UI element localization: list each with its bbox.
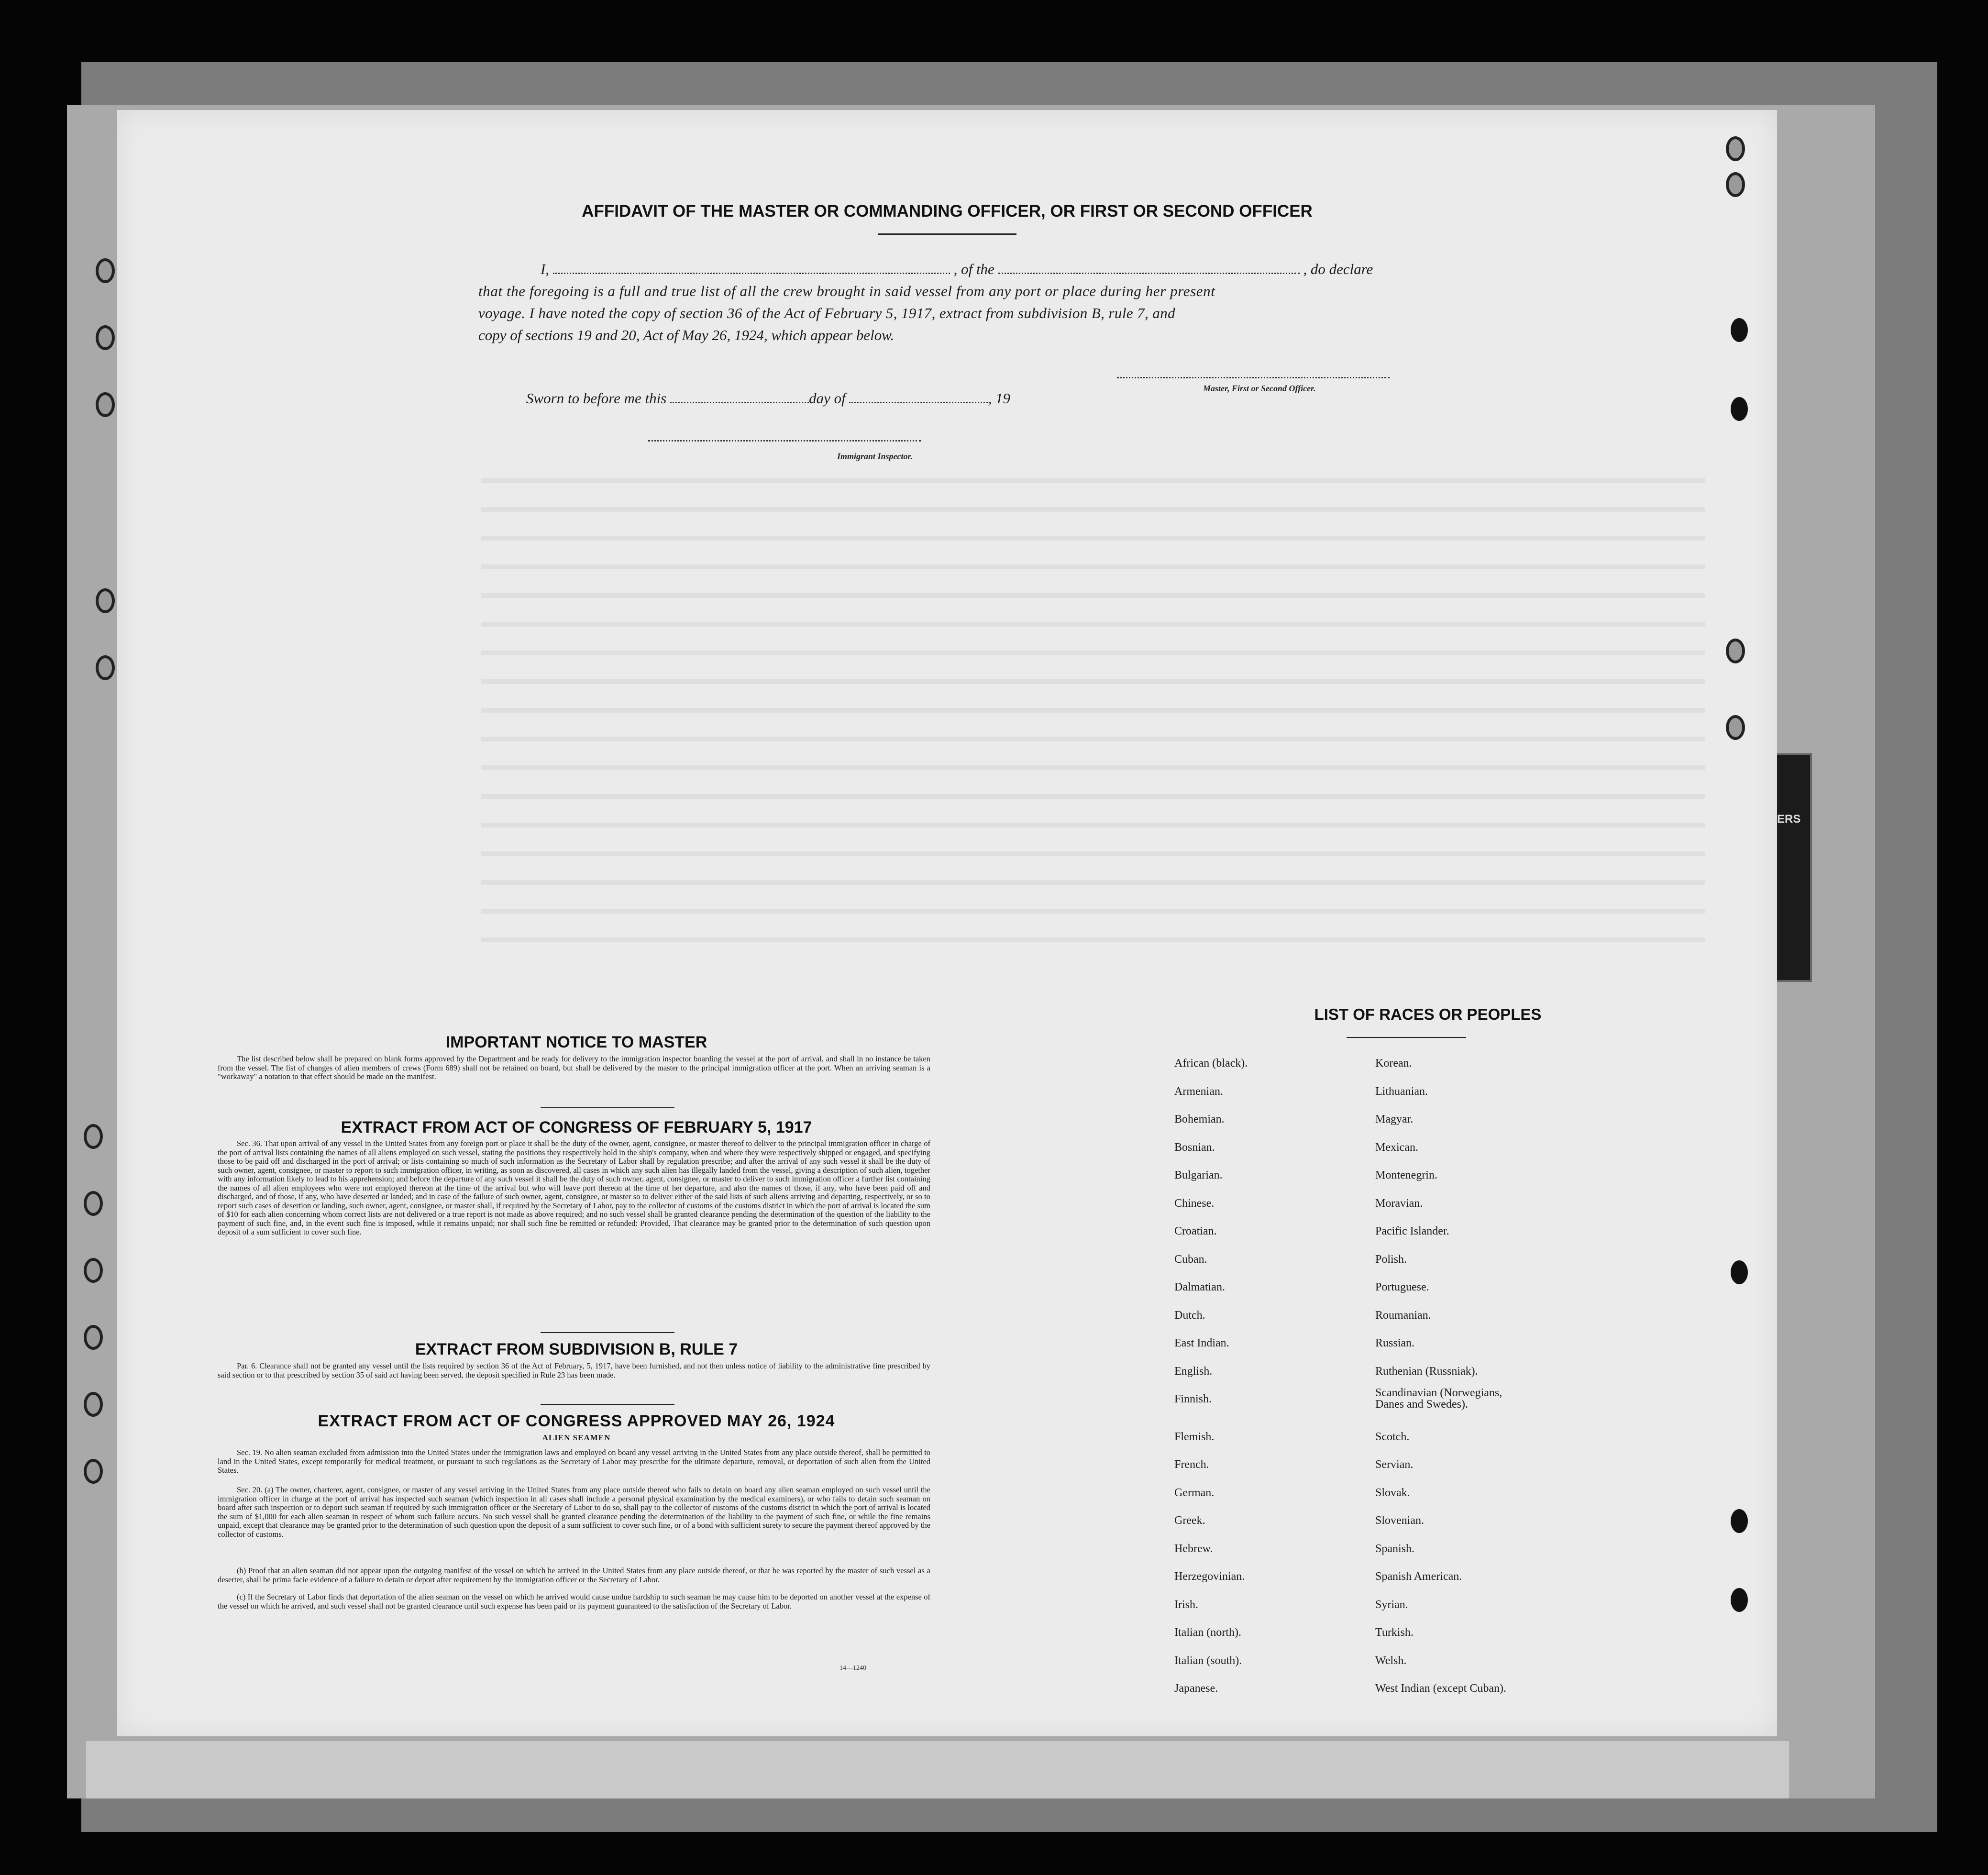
race-item: Italian (south). bbox=[1174, 1654, 1242, 1667]
affidavit-title: AFFIDAVIT OF THE MASTER OR COMMANDING OFFICER, OR FIRST OR SECOND OFFICER bbox=[582, 202, 1313, 221]
show-through-row bbox=[481, 507, 1705, 512]
race-item: Moravian. bbox=[1375, 1197, 1423, 1210]
race-item: Russian. bbox=[1375, 1337, 1415, 1349]
binder-hole bbox=[84, 1325, 103, 1350]
binder-hole bbox=[84, 1124, 103, 1149]
show-through-row bbox=[481, 909, 1705, 914]
show-through-row bbox=[481, 765, 1705, 770]
binder-hole bbox=[84, 1258, 103, 1283]
form-number: 14—1240 bbox=[839, 1665, 866, 1672]
race-item: Pacific Islander. bbox=[1375, 1225, 1449, 1237]
rule7-title: EXTRACT FROM SUBDIVISION B, RULE 7 bbox=[415, 1340, 738, 1358]
race-item: Bosnian. bbox=[1174, 1141, 1215, 1154]
race-item: French. bbox=[1174, 1458, 1209, 1471]
notice-text: The list described below shall be prepared on blank forms approved by the Department and be ready for delivery to the immigration inspector boarding the vessel at the port of arrival, and shall in no instance be taken from the vessel. The list of changes of alien members of crews (Form 689) shall not be retained on board, but shall be delivered by the master to the principal immigration officer at the port. When an arriving seaman is a "workaway" a notation to that effect should be made on the manifest. bbox=[218, 1054, 930, 1081]
show-through-row bbox=[481, 938, 1705, 942]
extract-1917-title: EXTRACT FROM ACT OF CONGRESS OF FEBRUARY 5, 1917 bbox=[341, 1118, 812, 1136]
binder-hole bbox=[84, 1459, 103, 1484]
show-through-row bbox=[481, 823, 1705, 827]
race-item: English. bbox=[1174, 1365, 1213, 1378]
title-rule bbox=[878, 233, 1016, 235]
race-item: Bohemian. bbox=[1174, 1113, 1225, 1125]
race-item: Turkish. bbox=[1375, 1626, 1414, 1639]
show-through-row bbox=[481, 708, 1705, 713]
race-item: Lithuanian. bbox=[1375, 1085, 1428, 1098]
binder-hole bbox=[96, 655, 115, 680]
binder-hole bbox=[1726, 136, 1745, 161]
declaration-body-3: copy of sections 19 and 20, Act of May 26, 1924, which appear below. bbox=[478, 327, 895, 343]
binder-hole bbox=[1731, 1260, 1748, 1284]
inspector-signature-line[interactable] bbox=[648, 440, 921, 441]
show-through-row bbox=[481, 478, 1705, 483]
binder-hole bbox=[96, 392, 115, 417]
show-through-row bbox=[481, 679, 1705, 684]
underlying-sheet-edge bbox=[86, 1741, 1789, 1798]
extract-1917-rule bbox=[541, 1332, 674, 1333]
binder-hole bbox=[84, 1392, 103, 1417]
master-name-field[interactable] bbox=[553, 273, 950, 274]
race-item: Montenegrin. bbox=[1375, 1169, 1437, 1181]
race-item: Japanese. bbox=[1174, 1682, 1218, 1695]
race-item: Cuban. bbox=[1174, 1253, 1207, 1266]
of-the-label: , of the bbox=[953, 261, 994, 277]
race-item: Scotch. bbox=[1375, 1430, 1410, 1443]
race-item: Scandinavian (Norwegians, Danes and Swedes). bbox=[1375, 1387, 1502, 1411]
race-item: Italian (north). bbox=[1174, 1626, 1241, 1639]
show-through-row bbox=[481, 651, 1705, 655]
declare-label: , do declare bbox=[1303, 261, 1373, 277]
binder-hole bbox=[1731, 397, 1748, 421]
sworn-month-field[interactable] bbox=[849, 402, 988, 403]
notice-title: IMPORTANT NOTICE TO MASTER bbox=[445, 1033, 707, 1051]
race-item: Roumanian. bbox=[1375, 1309, 1431, 1322]
binder-hole bbox=[96, 325, 115, 350]
declaration-line bbox=[541, 258, 1526, 280]
race-item: Magyar. bbox=[1375, 1113, 1414, 1125]
section-20c-text: (c) If the Secretary of Labor finds that deportation of the alien seaman on the vessel on which he arrived would cause undue hardship to such seaman he may cause him to be deported on another vessel at the expense of the vessel on which he arrived, and such vessel shall not be granted clearance until such expense has been paid or its payment guaranteed to the satisfaction of the Secretary of Labor. bbox=[218, 1592, 930, 1610]
race-item: Syrian. bbox=[1375, 1598, 1408, 1611]
race-item: Mexican. bbox=[1375, 1141, 1418, 1154]
show-through-row bbox=[481, 851, 1705, 856]
race-item: East Indian. bbox=[1174, 1337, 1229, 1349]
sworn-day-field[interactable] bbox=[670, 402, 809, 403]
binder-hole bbox=[1731, 318, 1748, 342]
race-item: African (black). bbox=[1174, 1057, 1248, 1070]
race-item: West Indian (except Cuban). bbox=[1375, 1682, 1506, 1695]
race-item: Greek. bbox=[1174, 1514, 1205, 1527]
binder-hole bbox=[96, 588, 115, 613]
race-item: Ruthenian (Russniak). bbox=[1375, 1365, 1478, 1378]
binder-hole bbox=[1726, 172, 1745, 197]
binder-hole bbox=[1726, 715, 1745, 740]
declaration-body-1: that the foregoing is a full and true list of all the crew brought in said vessel from any port or place during her present bbox=[478, 283, 1215, 299]
race-item: Slovak. bbox=[1375, 1486, 1410, 1499]
show-through-row bbox=[481, 737, 1705, 741]
race-item: Chinese. bbox=[1174, 1197, 1215, 1210]
race-item: Hebrew. bbox=[1174, 1542, 1213, 1555]
inspector-label: Immigrant Inspector. bbox=[837, 452, 913, 461]
rule7-rule bbox=[541, 1404, 674, 1405]
race-item: Herzegovinian. bbox=[1174, 1570, 1245, 1583]
master-signature-label: Master, First or Second Officer. bbox=[1203, 384, 1316, 393]
sworn-year-label: , 19 bbox=[988, 390, 1010, 407]
race-item: Armenian. bbox=[1174, 1085, 1223, 1098]
sworn-day-label: day of bbox=[809, 390, 846, 407]
race-item: Irish. bbox=[1174, 1598, 1198, 1611]
tab-label: ERS bbox=[1777, 813, 1801, 826]
show-through-row bbox=[481, 794, 1705, 799]
form-page bbox=[117, 110, 1777, 1736]
race-item: Bulgarian. bbox=[1174, 1169, 1223, 1181]
binder-hole bbox=[1731, 1509, 1748, 1533]
show-through-row bbox=[481, 536, 1705, 540]
race-item: Dutch. bbox=[1174, 1309, 1205, 1322]
race-item: Portuguese. bbox=[1375, 1281, 1429, 1293]
section-20b-text: (b) Proof that an alien seaman did not appear upon the outgoing manifest of the vessel on which he arrived in the United States from any place outside thereof, or that he was reported by the master of such vessel as a deserter, shall be prima facie evidence of a failure to detain or deport after requirement by the immigration officer or the Secretary of Labor. bbox=[218, 1566, 930, 1584]
master-signature-line[interactable] bbox=[1117, 377, 1390, 378]
sworn-line bbox=[526, 387, 1010, 409]
races-title: LIST OF RACES OR PEOPLES bbox=[1314, 1005, 1542, 1023]
show-through-row bbox=[481, 564, 1705, 569]
race-item: Croatian. bbox=[1174, 1225, 1217, 1237]
show-through-row bbox=[481, 880, 1705, 885]
races-rule bbox=[1347, 1037, 1466, 1038]
race-item: Polish. bbox=[1375, 1253, 1407, 1266]
rule7-text: Par. 6. Clearance shall not be granted any vessel until the lists required by section 36 of the Act of February, 5, 1917, have been furnished, and not then unless notice of liability to the administrative fine prescribed by said section or to that prescribed by section 35 of said act having been served, the deposit specified in Rule 23 has been made. bbox=[218, 1361, 930, 1379]
page-edge-tab bbox=[1772, 753, 1812, 982]
binder-hole bbox=[1731, 1588, 1748, 1612]
race-item: Slovenian. bbox=[1375, 1514, 1424, 1527]
race-item: Spanish American. bbox=[1375, 1570, 1462, 1583]
extract-1924-subtitle: ALIEN SEAMEN bbox=[542, 1433, 611, 1442]
race-item: Spanish. bbox=[1375, 1542, 1415, 1555]
section-19-text: Sec. 19. No alien seaman excluded from admission into the United States under the immigration laws and employed on board any vessel arriving in the United States from any place outside thereof, shall be permitted to land in the United States, except temporarily for medical treatment, or pursuant to such regulations as the Secretary of Labor may prescribe for the ultimate departure, removal, or deportation of such alien from the United States. bbox=[218, 1448, 930, 1475]
binder-hole bbox=[84, 1191, 103, 1216]
show-through-row bbox=[481, 593, 1705, 598]
vessel-name-field[interactable] bbox=[998, 273, 1300, 274]
binder-hole bbox=[1726, 639, 1745, 663]
race-item: Welsh. bbox=[1375, 1654, 1407, 1667]
show-through-row bbox=[481, 622, 1705, 627]
section-20a-text: Sec. 20. (a) The owner, charterer, agent, consignee, or master of any vessel arriving in the United States from any place outside thereof who fails to detain on board any alien seaman employed on such vessel until the immigration officer in charge at the port of arrival has inspected such seaman (which inspection in all cases shall include a personal physical examination by the medical examiners), or who fails to detain such seaman on board after such inspection or to deport such seaman if required by such immigration officer or the Secretary of Labor to do so, shall pay to the collector of customs of the customs district in which the port of arrival is located the sum of $1,000 for each alien seaman in respect of whom such failure occurs. No such vessel shall be granted clearance pending the determination of the liability to the payment of such fine, or while the fine remains unpaid, except that clearance may be granted prior to the determination of such question upon the deposit of a sum sufficient to cover such fine, or of a bond with sufficient surety to secure the payment thereof approved by the collector of customs. bbox=[218, 1485, 930, 1539]
race-item: German. bbox=[1174, 1486, 1215, 1499]
race-item: Servian. bbox=[1375, 1458, 1414, 1471]
race-item: Flemish. bbox=[1174, 1430, 1215, 1443]
sworn-label: Sworn to before me this bbox=[526, 390, 667, 407]
race-item: Korean. bbox=[1375, 1057, 1412, 1070]
binder-hole bbox=[96, 258, 115, 283]
extract-1917-text: Sec. 36. That upon arrival of any vessel in the United States from any foreign port or place it shall be the duty of the owner, agent, consignee, or master thereof to deliver to the principal immigration officer in charge of the port of arrival lists containing the names of all aliens employed on such vessel, stating the positions they respectively hold in the ship's company, when and where they were respectively shipped or engaged, and specifying those to be paid off and discharged in the port of arrival; or lists containing so much of such information as the Secretary of Labor shall by regulation prescribe; and after the arrival of any such vessel it shall be the duty of such owner, agent, consignee, or master to report to such immigration officer, in writing, as soon as discovered, all cases in which any such alien has illegally landed from the vessel, giving a description of such alien, together with any information likely to lead to his apprehension; and before the departure of any such vessel it shall be the duty of such owner, agent, consignee, or master to deliver to such immigration officer a further list containing the names of all alien employees who were not employed thereon at the time of the arrival but who will leave port thereon at the time of her departure, and also the names of those, if any, who have been paid off and discharged, and of those, if any, who have deserted or landed; and in case of the failure of such owner, agent, consignee, or master so to deliver either of the said lists of such aliens arriving and departing, respectively, or so to report such cases of desertion or landing, such owner, agent, consignee, or master shall, if required by the Secretary of Labor, pay to the collector of customs of the customs district in which the port of arrival is located the sum of $10 for each alien concerning whom correct lists are not delivered or a true report is not made as above required; and no such vessel shall be granted clearance pending the determination of the question of the liability to the payment of such fine, and, in the event such fine is imposed, while it remains unpaid; nor shall such fine be remitted or refunded: Provided, That clearance may be granted prior to the determination of such question upon deposit of a sum sufficient to cover such fine. bbox=[218, 1139, 930, 1236]
extract-1924-title: EXTRACT FROM ACT OF CONGRESS APPROVED MAY 26, 1924 bbox=[318, 1412, 835, 1430]
declaration-body-2: voyage. I have noted the copy of section 36 of the Act of February 5, 1917, extract from subdivision B, rule 7, and bbox=[478, 305, 1176, 321]
race-item: Finnish. bbox=[1174, 1393, 1212, 1405]
race-item: Dalmatian. bbox=[1174, 1281, 1225, 1293]
notice-rule bbox=[541, 1107, 674, 1108]
i-label: I, bbox=[541, 261, 550, 277]
